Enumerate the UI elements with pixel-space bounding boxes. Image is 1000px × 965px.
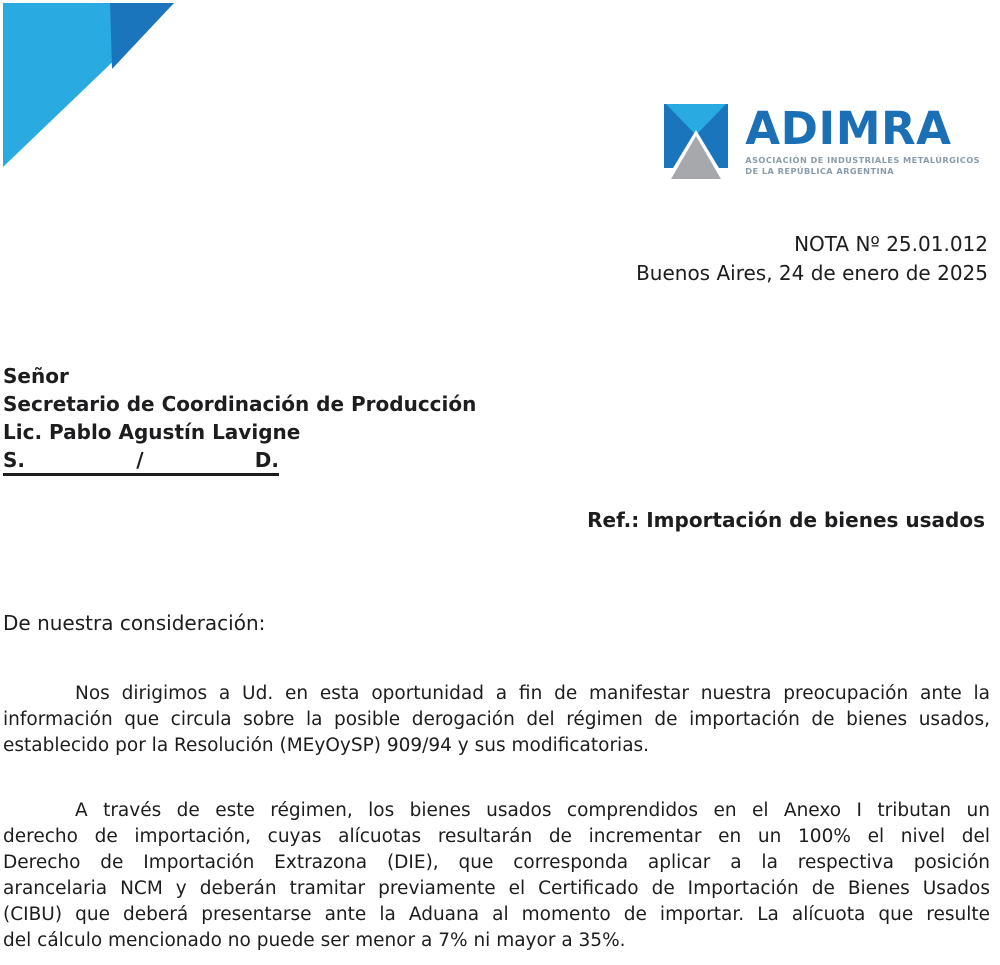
adimra-logo <box>664 100 980 190</box>
adimra-wordmark: ADIMRA <box>745 102 952 155</box>
recipient-title: Secretario de Coordinación de Producción <box>3 392 477 416</box>
paragraph-line: (CIBU) que deberá presentarse ante la Aduana al momento de importar. La alícuota que resulte <box>3 904 990 925</box>
adimra-subtitle-line1: ASOCIACIÓN DE INDUSTRIALES METALÚRGICOS <box>745 155 980 165</box>
recipient-block <box>3 362 476 476</box>
adimra-wordmark-block <box>745 102 980 176</box>
nota-number: NOTA Nº 25.01.012 <box>794 232 988 256</box>
body-paragraph-2 <box>3 798 990 954</box>
corner-triangle-decoration <box>0 0 178 176</box>
sd-slash: / <box>136 448 144 472</box>
sd-right: D. <box>254 448 279 472</box>
greeting-line: De nuestra consideración: <box>3 611 266 635</box>
recipient-salutation: Señor <box>3 364 69 388</box>
recipient-name: Lic. Pablo Agustín Lavigne <box>3 420 301 444</box>
paragraph-line: Nos dirigimos a Ud. en esta oportunidad a fin de manifestar nuestra preocupación ante la <box>75 683 990 704</box>
paragraph-line: A través de este régimen, los bienes usados comprendidos en el Anexo I tributan un <box>75 800 990 821</box>
paragraph-line: Derecho de Importación Extrazona (DIE), que corresponda aplicar a la respectiva posición <box>3 852 990 873</box>
sd-left: S. <box>3 448 26 472</box>
adimra-subtitle <box>745 155 980 176</box>
adimra-logo-icon <box>664 104 729 190</box>
letter-date: Buenos Aires, 24 de enero de 2025 <box>636 261 988 285</box>
body-paragraph-1 <box>3 681 990 759</box>
paragraph-line: información que circula sobre la posible derogación del régimen de importación de bienes usados, <box>3 709 990 730</box>
adimra-subtitle-line2: DE LA REPÚBLICA ARGENTINA <box>745 165 895 176</box>
paragraph-line: del cálculo mencionado no puede ser menor a 7% ni mayor a 35%. <box>3 930 626 951</box>
corner-triangle-icon <box>0 0 178 172</box>
paragraph-line: arancelaria NCM y deberán tramitar previamente el Certificado de Importación de Bienes Usados <box>3 878 990 899</box>
letter-meta <box>636 230 988 288</box>
su-despacho-line <box>3 449 279 476</box>
paragraph-line: establecido por la Resolución (MEyOySP) 909/94 y sus modificatorias. <box>3 735 650 756</box>
reference-line: Ref.: Importación de bienes usados <box>587 508 985 532</box>
paragraph-line: derecho de importación, cuyas alícuotas resultarán de incrementar en un 100% el nivel del <box>3 826 990 847</box>
